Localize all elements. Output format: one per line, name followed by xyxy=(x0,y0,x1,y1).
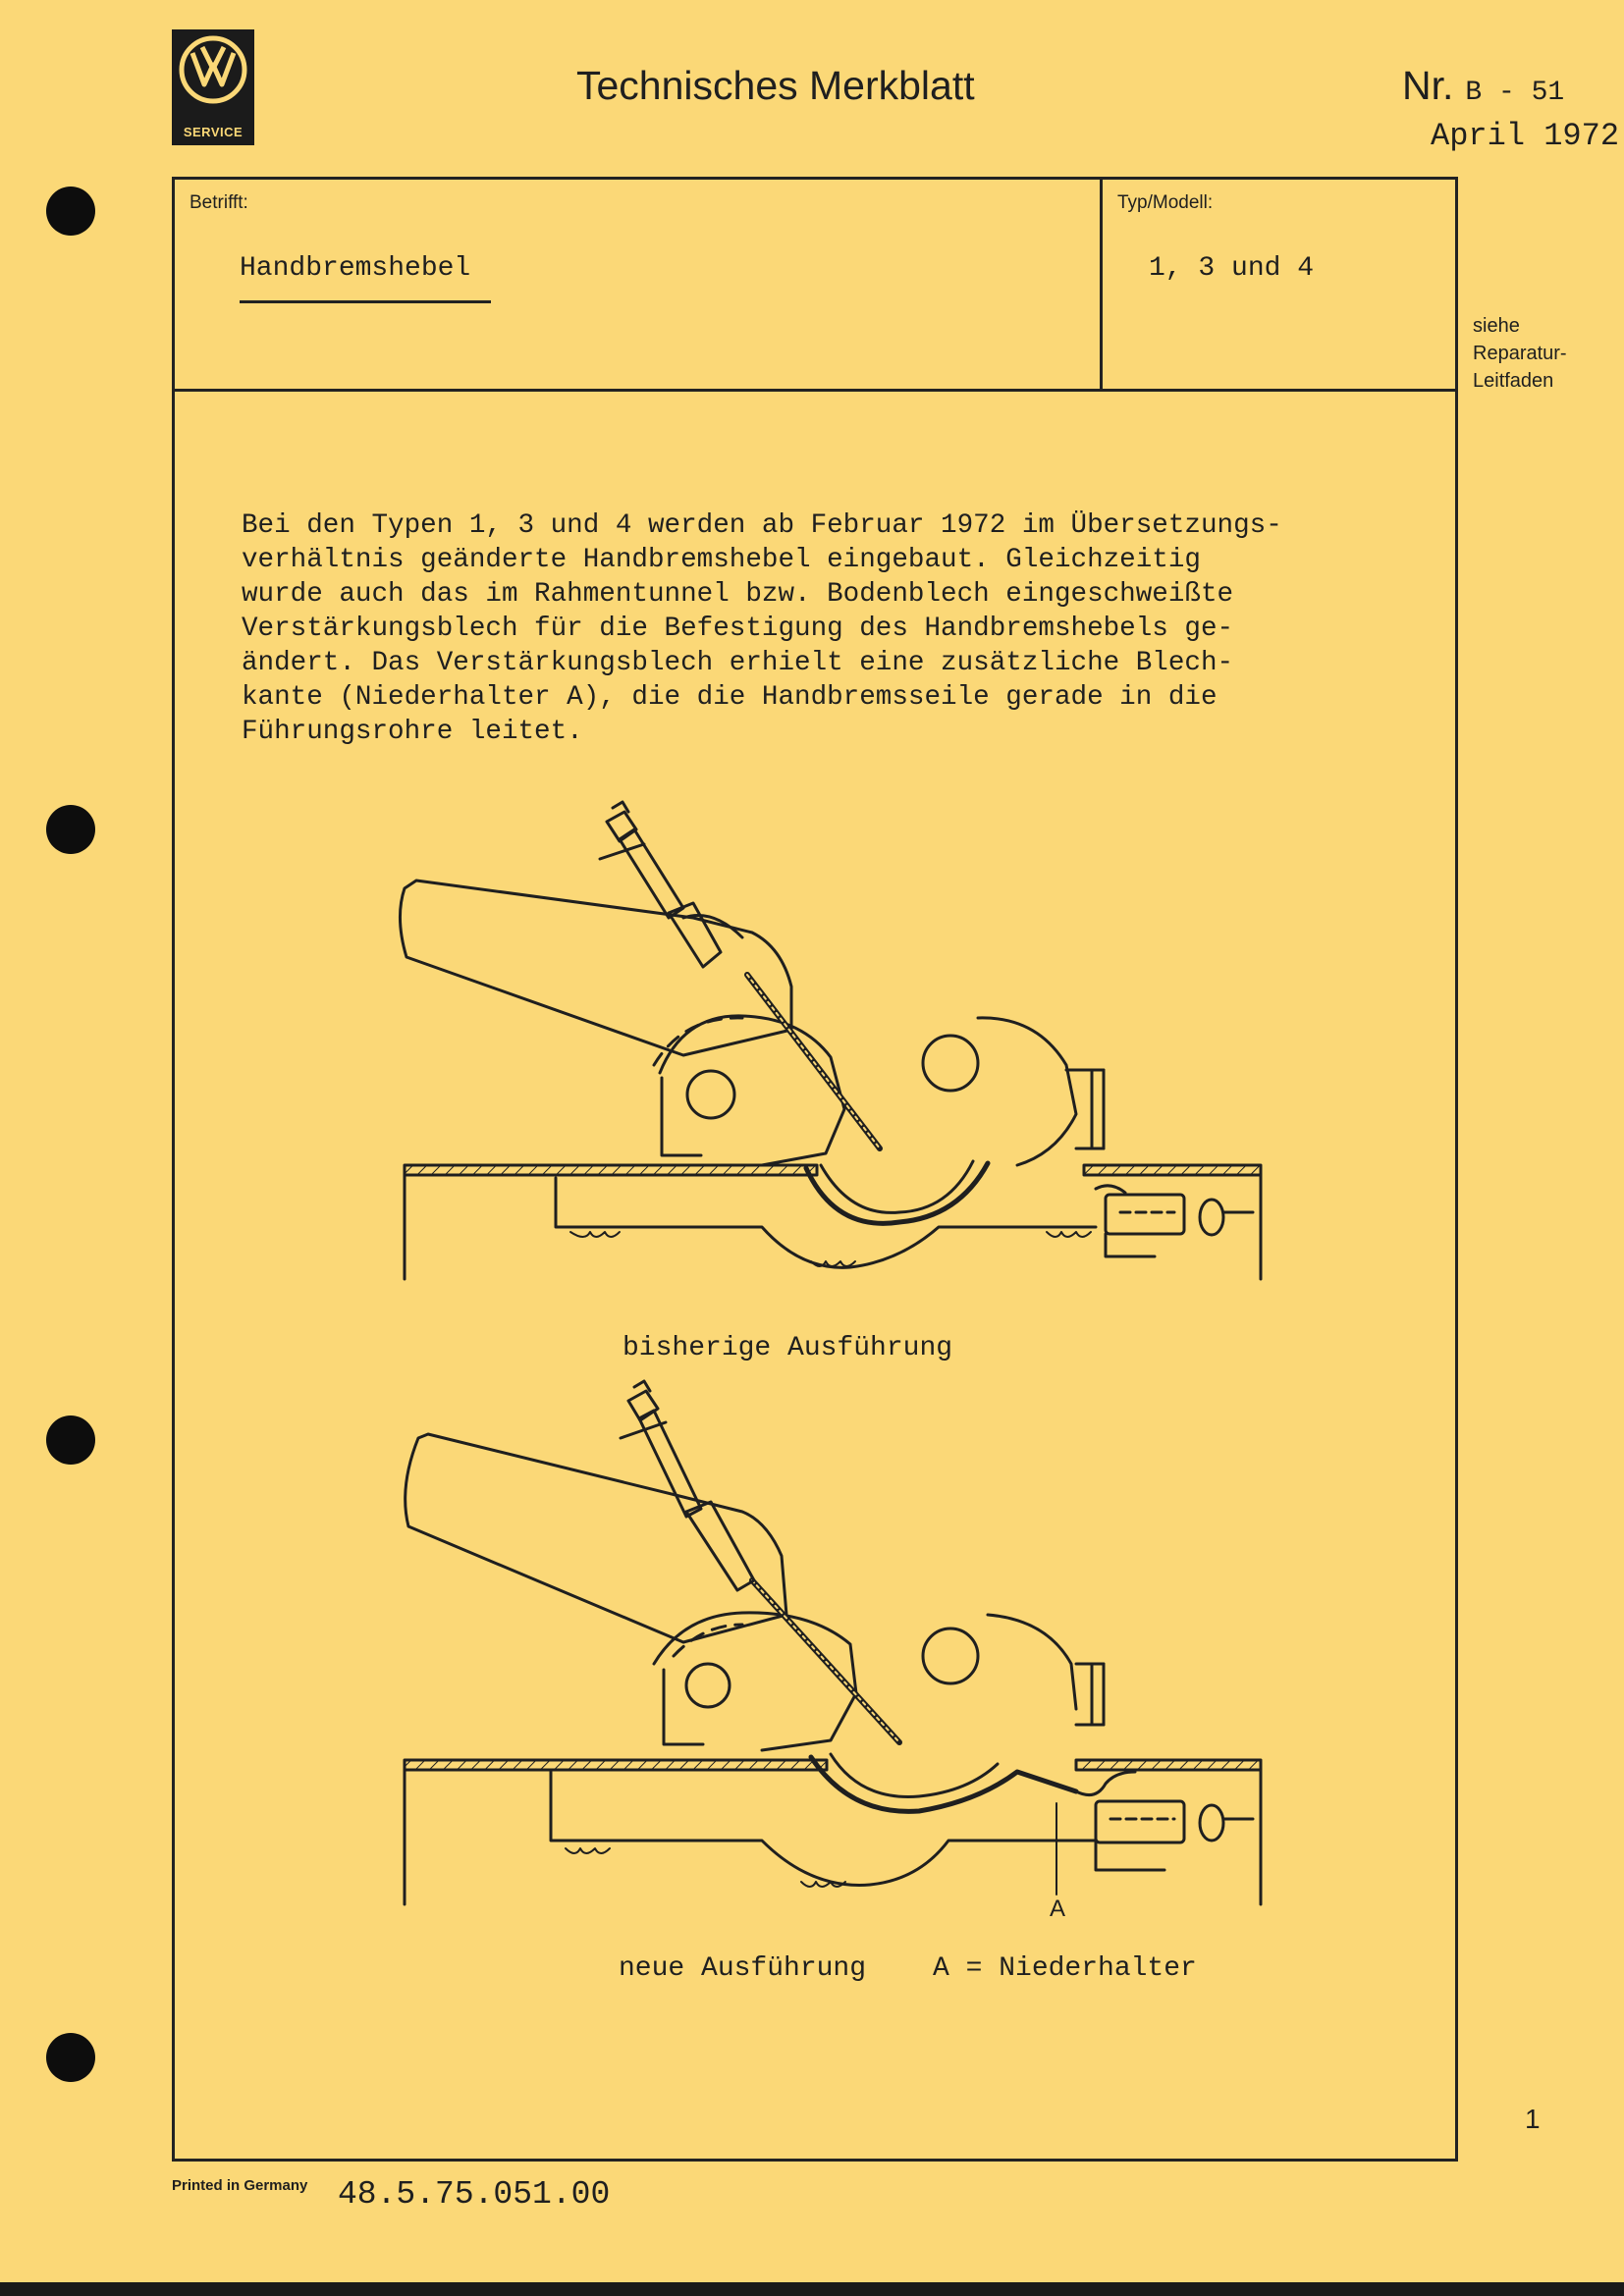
caption-previous-version: bisherige Ausführung xyxy=(623,1333,953,1363)
drawing-previous-version xyxy=(389,800,1272,1310)
bulletin-date: April 1972 xyxy=(1431,118,1620,154)
side-note xyxy=(1473,312,1567,395)
scan-bottom-edge xyxy=(0,2282,1624,2296)
caption-new-version: neue Ausführung xyxy=(619,1953,867,1984)
bulletin-number-label: Nr. xyxy=(1402,63,1454,108)
part-number: 48.5.75.051.00 xyxy=(338,2176,611,2213)
printed-in-germany: Printed in Germany xyxy=(172,2177,308,2194)
punch-hole-3 xyxy=(46,1415,95,1465)
punch-hole-4 xyxy=(46,2033,95,2082)
punch-hole-2 xyxy=(46,805,95,854)
side-note-line-3: Leitfaden xyxy=(1473,370,1554,392)
subject-underline xyxy=(240,300,491,303)
typ-modell-label: Typ/Modell: xyxy=(1117,192,1214,213)
types-text: 1, 3 und 4 xyxy=(1149,253,1315,284)
side-note-line-1: siehe xyxy=(1473,315,1520,337)
page-title: Technisches Merkblatt xyxy=(576,63,975,108)
legend-a-niederhalter: A = Niederhalter xyxy=(933,1953,1197,1984)
page-number: 1 xyxy=(1525,2104,1541,2134)
logo-text: SERVICE xyxy=(183,125,244,139)
punch-hole-1 xyxy=(46,187,95,236)
subject-text: Handbremshebel xyxy=(240,253,471,284)
vw-emblem-icon xyxy=(179,35,247,104)
header-box-column-divider xyxy=(1100,177,1103,391)
header-box-divider xyxy=(172,389,1458,392)
marker-a-label: A xyxy=(1050,1896,1066,1922)
side-note-line-2: Reparatur- xyxy=(1473,343,1567,364)
body-paragraph: Bei den Typen 1, 3 und 4 werden ab Februar 1972 im Übersetzungs- verhältnis geänderte Handbremshebel eingebaut. Gleichzeitig wurde auch das im Rahmentunnel bzw. Bodenblech eingeschweißte Verstärkungsblech für die Befestigung des Handbremshebels ge- ändert. Das Verstärkungsblech erhielt eine zusätzliche Blech- kante (Niederhalter A), die die Handbremsseile gerade in die Führungsrohre leitet. xyxy=(242,510,1282,747)
bulletin-number xyxy=(1402,63,1564,109)
vw-service-logo xyxy=(172,29,254,145)
drawing-new-version xyxy=(389,1379,1272,1929)
betrifft-label: Betrifft: xyxy=(189,192,248,213)
bulletin-number-value: B - 51 xyxy=(1465,78,1565,108)
